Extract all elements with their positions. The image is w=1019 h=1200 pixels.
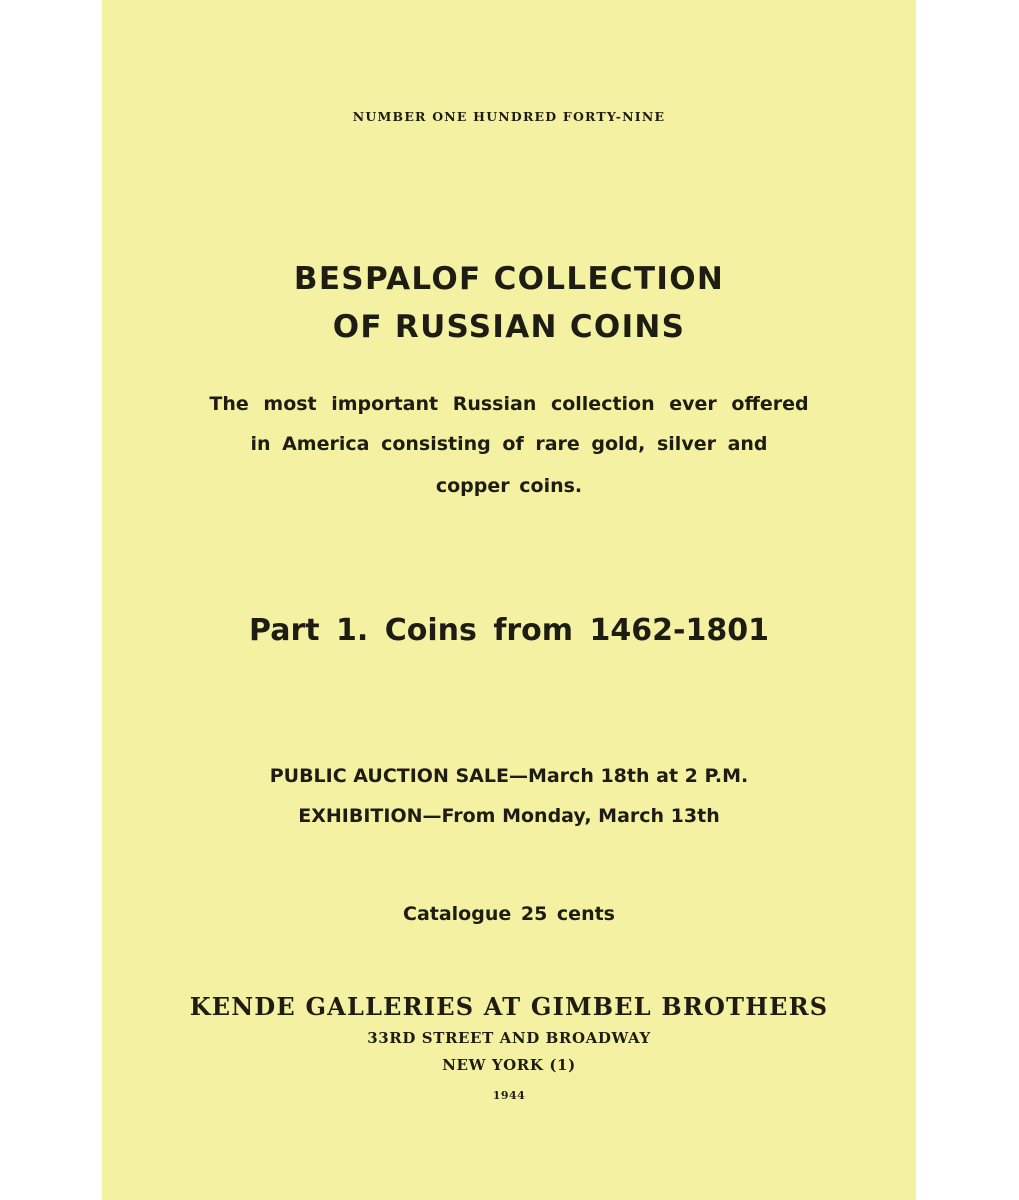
description-line-3: copper coins.: [435, 475, 583, 497]
catalogue-price: Catalogue 25 cents: [403, 903, 615, 925]
catalogue-number: NUMBER ONE HUNDRED FORTY-NINE: [352, 109, 666, 124]
catalogue-cover: [102, 0, 916, 1200]
address-line-2: NEW YORK (1): [442, 1056, 576, 1074]
exhibition-line: EXHIBITION—From Monday, March 13th: [298, 805, 720, 827]
publication-year: 1944: [492, 1089, 526, 1102]
auction-sale-line: PUBLIC AUCTION SALE—March 18th at 2 P.M.: [269, 765, 749, 787]
title-line-2: OF RUSSIAN COINS: [332, 309, 686, 345]
gallery-name: KENDE GALLERIES AT GIMBEL BROTHERS: [189, 992, 829, 1021]
title-line-1: BESPALOF COLLECTION: [293, 261, 725, 297]
address-line-1: 33RD STREET AND BROADWAY: [367, 1029, 651, 1047]
description-line-2: in America consisting of rare gold, silver and: [250, 433, 768, 455]
part-heading: Part 1. Coins from 1462-1801: [249, 613, 769, 648]
description-line-1: The most important Russian collection ever offered: [209, 393, 809, 415]
